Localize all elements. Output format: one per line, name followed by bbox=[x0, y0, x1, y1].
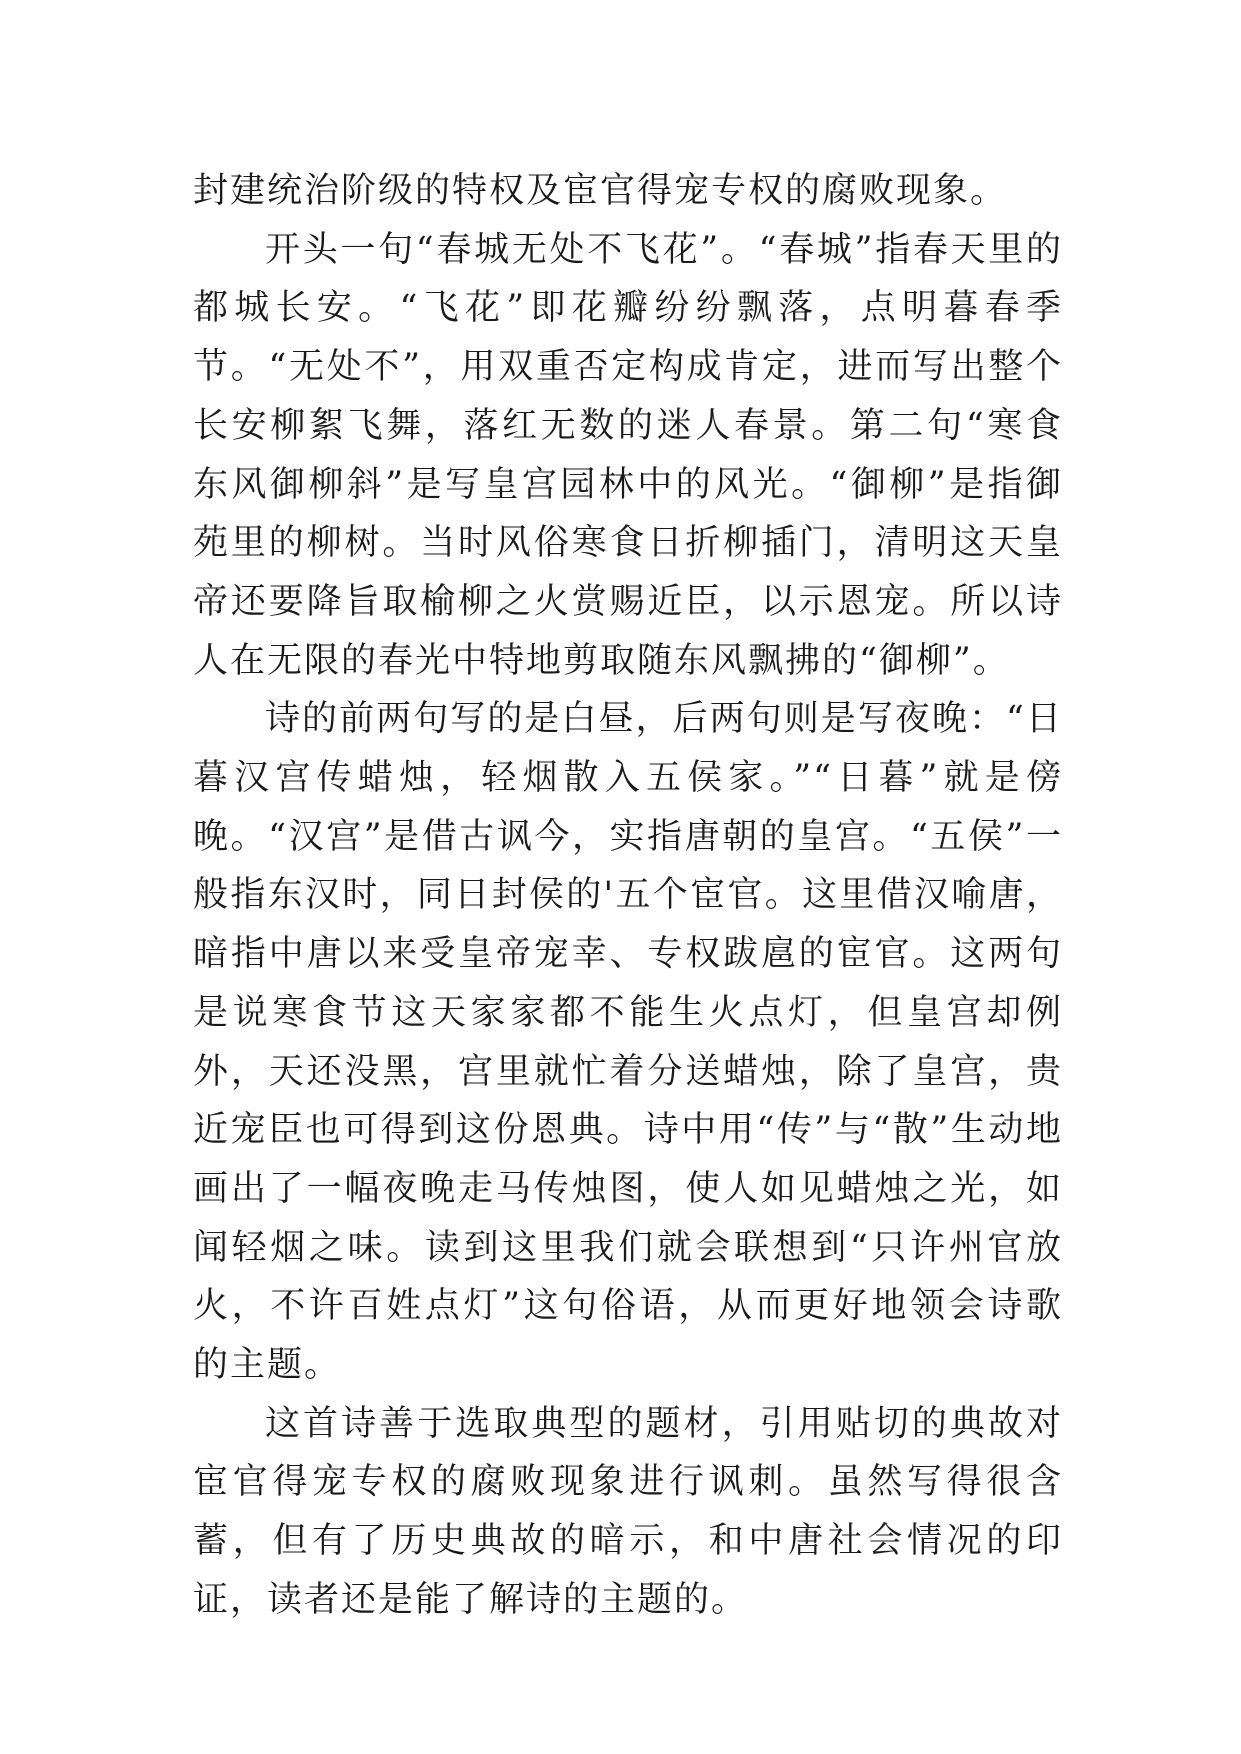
paragraph-continuation: 封建统治阶级的特权及宦官得宠专权的腐败现象。 bbox=[193, 171, 1008, 211]
paragraph-night-analysis: 诗的前两句写的是白昼，后两句则是写夜晚：“日暮汉宫传蜡烛，轻烟散入五侯家。”“日暮”就是傍晚。“汉宫”是借古讽今，实指唐朝的皇宫。“五侯”一般指东汉时，同日封侯的'五个宦官。这里借汉喻唐，暗指中唐以来受皇帝宠幸、专权跋扈的宦官。这两句是说寒食节这天家家都不能生火点灯，但皇宫却例外，天还没黑，宫里就忙着分送蜡烛，除了皇宫，贵近宠臣也可得到这份恩典。诗中用“传”与“散”生动地画出了一幅夜晚走马传烛图，使人如见蜡烛之光，如闻轻烟之味。读到这里我们就会联想到“只许州官放火，不许百姓点灯”这句俗语，从而更好地领会诗歌的主题。 bbox=[193, 699, 1063, 1386]
paragraph-conclusion: 这首诗善于选取典型的题材，引用贴切的典故对宦官得宠专权的腐败现象进行讽刺。虽然写得很含蓄，但有了历史典故的暗示，和中唐社会情况的印证，读者还是能了解诗的主题的。 bbox=[193, 1403, 1063, 1620]
document-body bbox=[193, 162, 1063, 1630]
paragraph-opening-line-analysis: 开头一句“春城无处不飞花”。“春城”指春天里的都城长安。“飞花”即花瓣纷纷飘落，点明暮春季节。“无处不”，用双重否定构成肯定，进而写出整个长安柳絮飞舞，落红无数的迷人春景。第二句“寒食东风御柳斜”是写皇宫园林中的风光。“御柳”是指御苑里的柳树。当时风俗寒食日折柳插门，清明这天皇帝还要降旨取榆柳之火赏赐近臣，以示恩宠。所以诗人在无限的春光中特地剪取随东风飘拂的“御柳”。 bbox=[193, 229, 1063, 681]
